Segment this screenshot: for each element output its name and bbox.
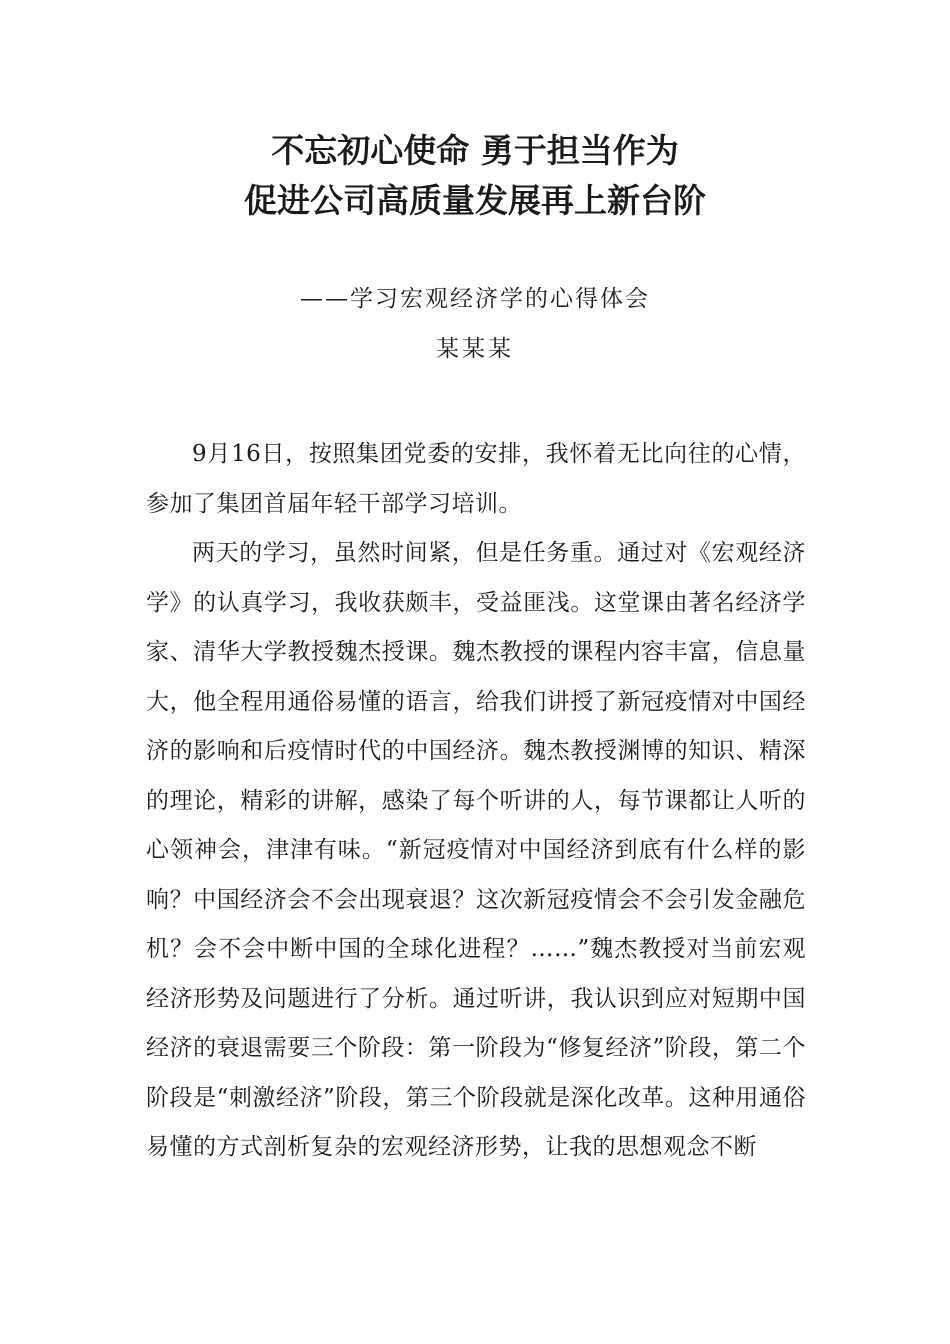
title-line-1: 不忘初心使命 勇于担当作为: [271, 131, 679, 170]
paragraph-1: 9月16日，按照集团党委的安排，我怀着无比向往的心情，参加了集团首届年轻干部学习培训。: [146, 441, 806, 517]
body-text: [146, 430, 806, 1173]
title-line-2: 促进公司高质量发展再上新台阶: [244, 181, 706, 220]
paragraph-2: 两天的学习，虽然时间紧，但是任务重。通过对《宏观经济学》的认真学习，我收获颇丰，受益匪浅。这堂课由著名经济学家、清华大学教授魏杰授课。魏杰教授的课程内容丰富，信息量大，他全程用通俗易懂的语言，给我们讲授了新冠疫情对中国经济的影响和后疫情时代的中国经济。魏杰教授渊博的知识、精深的理论，精彩的讲解，感染了每个听讲的人，每节课都让人听的心领神会，津津有味。“新冠疫情对中国经济到底有什么样的影响？中国经济会不会出现衰退？这次新冠疫情会不会引发金融危机？会不会中断中国的全球化进程？……”魏杰教授对当前宏观经济形势及问题进行了分析。通过听讲，我认识到应对短期中国经济的衰退需要三个阶段：第一阶段为“修复经济”阶段，第二个阶段是“刺激经济”阶段，第三个阶段就是深化改革。这种用通俗易懂的方式剖析复杂的宏观经济形势，让我的思想观念不断: [146, 540, 806, 1160]
subtitle: ——学习宏观经济学的心得体会: [300, 286, 650, 312]
author: 某某某: [436, 336, 514, 362]
